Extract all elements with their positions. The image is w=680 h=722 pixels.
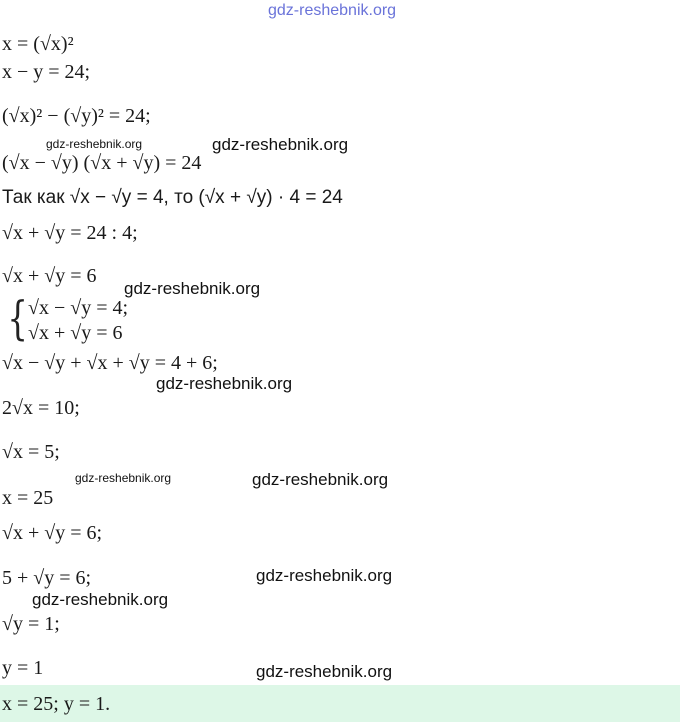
- math-line-2: x − y = 24;: [2, 61, 91, 83]
- math-line-12: √x + √y = 6;: [2, 522, 103, 544]
- system-brace: {: [7, 291, 28, 345]
- header-watermark: gdz-reshebnik.org: [268, 2, 397, 19]
- watermark: gdz-reshebnik.org: [156, 374, 293, 393]
- math-line-7: √x + √y = 6: [2, 265, 97, 287]
- math-line-1: x = (√x)²: [2, 33, 74, 55]
- math-line-9: 2√x = 10;: [2, 397, 80, 419]
- math-line-10: √x = 5;: [2, 441, 60, 463]
- watermark: gdz-reshebnik.org: [256, 566, 393, 585]
- watermark: gdz-reshebnik.org: [32, 590, 169, 609]
- watermark: gdz-reshebnik.org: [124, 279, 261, 298]
- watermark: gdz-reshebnik.org: [252, 470, 389, 489]
- math-line-6: √x + √y = 24 : 4;: [2, 222, 138, 244]
- math-line-5: Так как √x − √y = 4, то (√x + √y) · 4 = 24: [2, 187, 343, 208]
- watermark: gdz-reshebnik.org: [46, 137, 143, 151]
- system-equation-2: √x + √y = 6: [28, 322, 123, 344]
- math-line-4: (√x − √y) (√x + √y) = 24: [2, 152, 202, 174]
- system-equation-1: √x − √y = 4;: [28, 297, 129, 319]
- math-line-13: 5 + √y = 6;: [2, 567, 92, 589]
- watermark: gdz-reshebnik.org: [212, 135, 349, 154]
- answer-line: x = 25; y = 1.: [2, 693, 111, 715]
- watermark: gdz-reshebnik.org: [256, 662, 393, 681]
- math-line-11: x = 25: [2, 487, 54, 509]
- math-line-15: y = 1: [2, 657, 44, 679]
- math-line-14: √y = 1;: [2, 613, 60, 635]
- math-line-8: √x − √y + √x + √y = 4 + 6;: [2, 352, 218, 374]
- watermark: gdz-reshebnik.org: [75, 471, 172, 485]
- math-line-3: (√x)² − (√y)² = 24;: [2, 105, 151, 127]
